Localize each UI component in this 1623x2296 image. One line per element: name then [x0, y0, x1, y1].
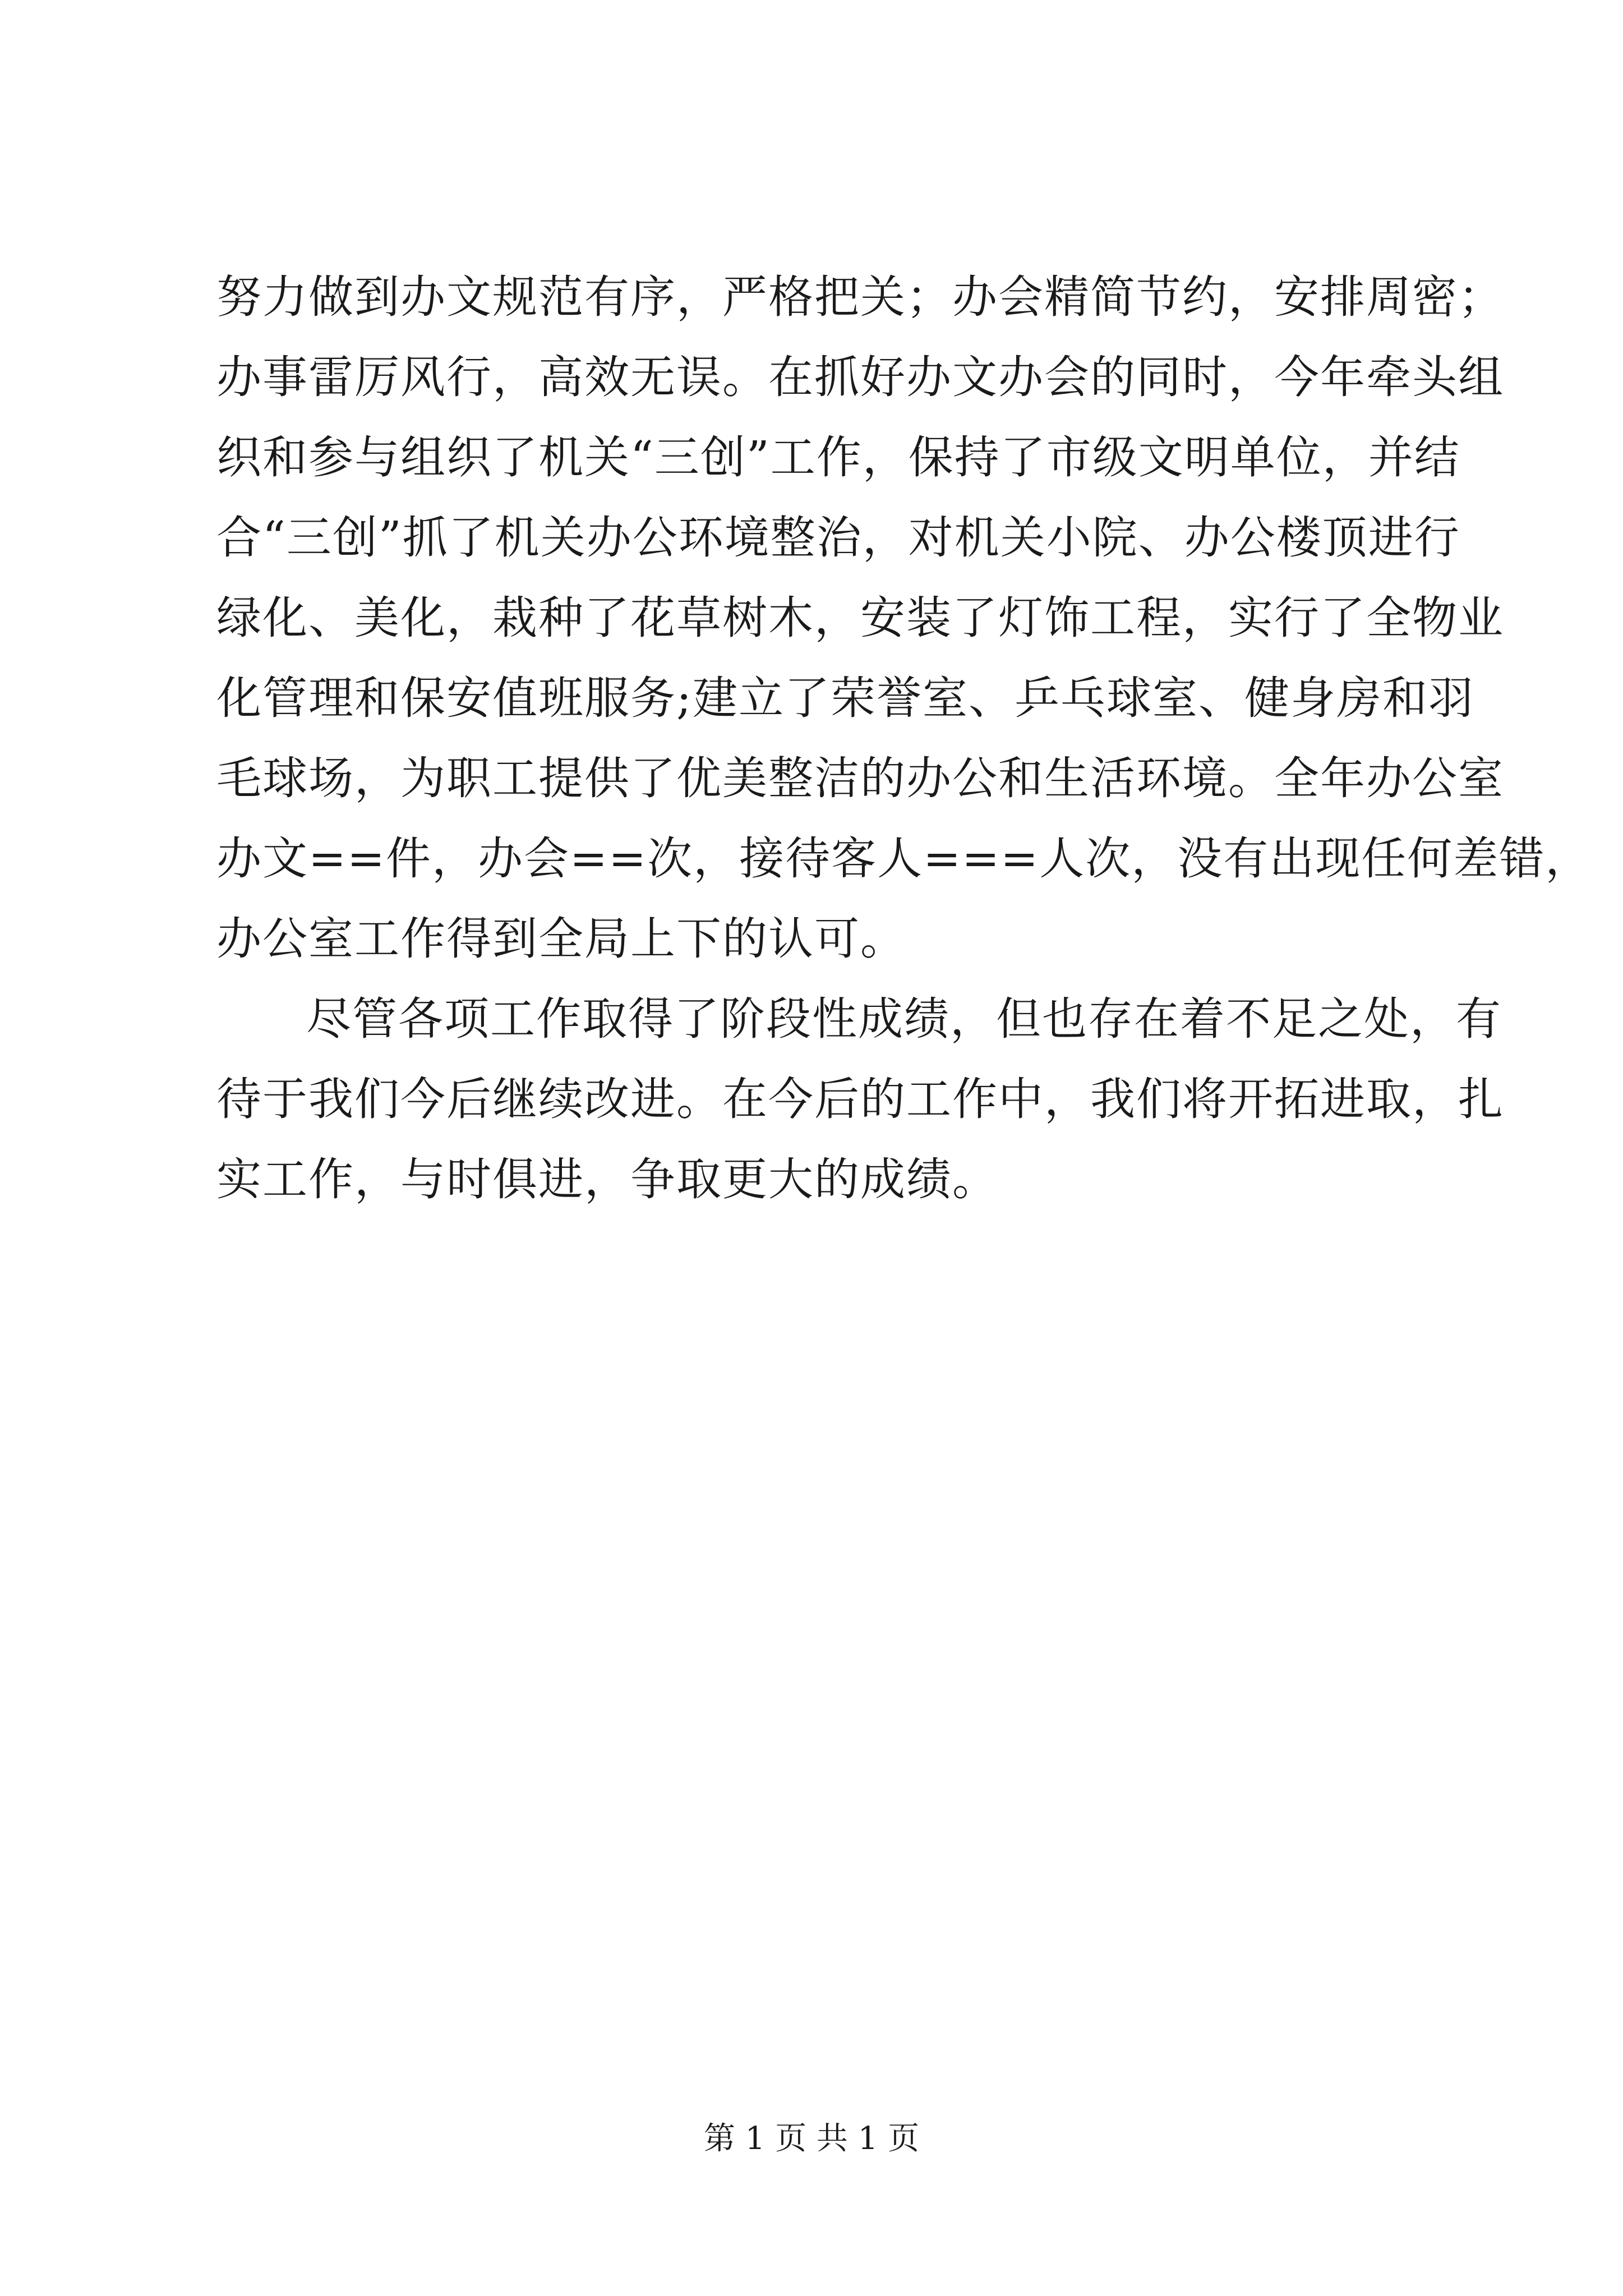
paragraph-1	[216, 257, 1592, 979]
text-line: 绿化、美化，栽种了花草树木，安装了灯饰工程，实行了全物业	[216, 592, 1504, 644]
text-line: 待于我们今后继续改进。在今后的工作中，我们将开拓进取，扎	[216, 1073, 1504, 1125]
text-line: 实工作，与时俱进，争取更大的成绩。	[216, 1153, 998, 1205]
text-line: 办事雷厉风行，高效无误。在抓好办文办会的同时，今年牵头组	[216, 351, 1504, 403]
text-line: 合“三创”抓了机关办公环境整治，对机关小院、办公楼顶进行	[216, 512, 1460, 564]
text-line: 织和参与组织了机关“三创”工作，保持了市级文明单位，并结	[216, 431, 1460, 484]
text-line: 化管理和保安值班服务;建立了荣誉室、乒乓球室、健身房和羽	[216, 672, 1474, 724]
text-line: 尽管各项工作取得了阶段性成绩，但也存在着不足之处，有	[306, 993, 1502, 1045]
document-body	[216, 257, 1592, 1220]
text-line: 毛球场，为职工提供了优美整洁的办公和生活环境。全年办公室	[216, 752, 1504, 804]
page-footer: 第 1 页 共 1 页	[703, 2120, 920, 2157]
paragraph-2	[216, 979, 1504, 1220]
text-line: 努力做到办文规范有序，严格把关；办会精简节约，安排周密；	[216, 271, 1504, 323]
text-line: 办文==件，办会==次，接待客人===人次，没有出现任何差错，	[216, 832, 1592, 885]
text-line: 办公室工作得到全局上下的认可。	[216, 913, 906, 965]
